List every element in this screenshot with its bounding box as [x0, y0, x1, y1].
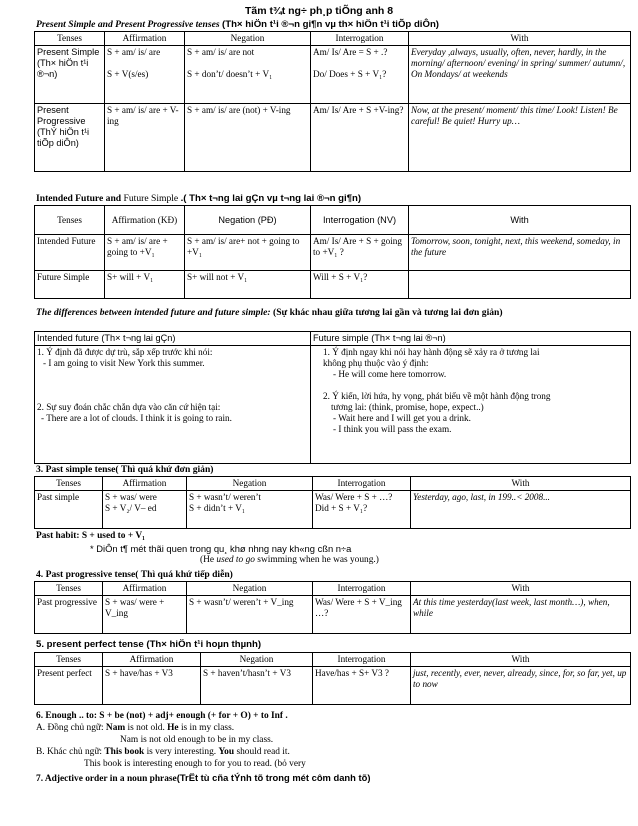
- header-tenses: Tenses: [35, 206, 105, 235]
- section-heading-en: The differences between intended future and future simple:: [36, 307, 271, 318]
- cell-negation: S+ will not + V₁: [185, 271, 311, 299]
- cell-interrogation: Will + S + V₁?: [311, 271, 409, 299]
- example-subject: Nam: [105, 723, 126, 733]
- header-with: With: [411, 477, 631, 491]
- enough-different-subject-example: [36, 747, 290, 758]
- section-heading-en: Present Simple and Present Progressive tenses: [36, 19, 220, 30]
- table-header-row: [35, 653, 631, 667]
- cell-with: just, recently, ever, never, already, since, for, so far, yet, up to now: [411, 667, 631, 705]
- example-label: B. Khác chủ ngữ:: [36, 747, 105, 757]
- section-heading-vn: (Th× hiÖn t¹i ®¬n gi¶n vµ th× hiÖn t¹i tiÕp diÔn): [222, 19, 439, 30]
- enough-different-subject-combined: This book is interesting enough to for you to read. (bỏ very: [84, 759, 306, 769]
- example-highlight: used to go: [216, 555, 255, 565]
- cell-interrogation: Have/has + S+ V3 ?: [313, 667, 411, 705]
- cell-with: [409, 271, 631, 299]
- section-future-heading: [36, 193, 361, 204]
- note-line: 2. Sự suy đoán chắc chắn dựa vào căn cứ hiện tại:: [37, 402, 221, 412]
- table-row: [35, 271, 631, 299]
- header-tenses: Tenses: [35, 32, 105, 46]
- header-affirmation: Affirmation: [103, 582, 187, 596]
- cell-negation: S + haven’t/hasn’t + V3: [201, 667, 313, 705]
- section-heading-plain: Future Simple: [123, 193, 179, 204]
- cell-affirmation: S + am/ is/ are + going to +V₁: [105, 235, 185, 271]
- header-affirmation: Affirmation: [105, 32, 185, 46]
- cell-interrogation: Am/ Is/ Are = S + .? Do/ Does + S + V₁?: [311, 46, 409, 104]
- note-line: 1. Ý định ngay khi nói hay hành động sẽ xảy ra ở tương lai: [323, 347, 540, 357]
- future-tenses-table: [34, 205, 631, 299]
- example-text: (He: [200, 555, 217, 565]
- note-line: tương lai: (think, promise, hope, expect..): [331, 402, 484, 412]
- table-row: [35, 346, 631, 464]
- example-subject: This book: [104, 747, 145, 757]
- header-interrogation: Interrogation: [313, 582, 411, 596]
- section-heading-en: 7. Adjective order in a noun phrase: [36, 774, 177, 784]
- past-habit-example: [200, 555, 379, 566]
- example-text: swimming when he was young.): [254, 555, 379, 565]
- header-tenses: Tenses: [35, 582, 103, 596]
- cell-with: Everyday ,always, usually, often, never, hardly, in the morning/ afternoon/ evening/ in spring/ summer/ autumn/, On Mondays/ at weekends: [409, 46, 631, 104]
- header-with: With: [411, 653, 631, 667]
- differences-table: [34, 331, 631, 464]
- section-heading-vn: .( Th× t¬ng lai gÇn vµ t¬ng lai ®¬n gi¶n): [180, 193, 362, 204]
- example-text: is in my class.: [178, 723, 235, 733]
- note-line: - I am going to visit New York this summer.: [43, 358, 205, 368]
- cell-interrogation: Am/ Is/ Are + S +V-ing?: [311, 104, 409, 172]
- header-affirmation: Affirmation: [103, 653, 201, 667]
- cell-tense: Present Progressive (ThÝ hiÖn t¹i tiÕp diÔn): [35, 104, 105, 172]
- example-subject: You: [218, 747, 235, 757]
- cell-affirmation: S + have/has + V3: [103, 667, 201, 705]
- cell-negation: S + am/ is/ are+ not + going to +V₁: [185, 235, 311, 271]
- past-simple-table: [34, 476, 631, 529]
- cell-affirmation: S + was/ were S + V₂/ V– ed: [103, 491, 187, 529]
- page-title: Tãm t¾t ng÷ ph¸p tiÕng anh 8: [244, 5, 394, 17]
- header-interrogation: Interrogation: [313, 477, 411, 491]
- header-tenses: Tenses: [35, 477, 103, 491]
- enough-same-subject-example: [36, 723, 234, 734]
- table-row: [35, 46, 631, 104]
- table-row: [35, 667, 631, 705]
- table-row: [35, 235, 631, 271]
- cell-affirmation: S + was/ were + V_ing: [103, 596, 187, 634]
- table-header-row: [35, 32, 631, 46]
- header-tenses: Tenses: [35, 653, 103, 667]
- header-negation: Negation: [187, 477, 313, 491]
- header-interrogation: Interrogation (NV): [311, 206, 409, 235]
- section-differences-heading: [36, 307, 634, 318]
- cell-with: Yesterday, ago, last, in 199..< 2008...: [411, 491, 631, 529]
- cell-negation: S + wasn’t/ weren’t S + didn’t + V₁: [187, 491, 313, 529]
- note-line: - I think you will pass the exam.: [333, 424, 452, 434]
- cell-tense: Future Simple: [35, 271, 105, 299]
- header-negation: Negation: [187, 582, 313, 596]
- present-perfect-table: [34, 652, 631, 705]
- cell-affirmation: S + am/ is/ are S + V(s/es): [105, 46, 185, 104]
- past-habit-note: * DiÔn t¶ mét thãi quen trong qu¸ khø nhng nay kh«ng cßn n÷a: [90, 543, 352, 554]
- note-line: 2. Ý kiến, lời hứa, hy vọng, phát biểu về một hành động trong: [323, 391, 551, 401]
- note-line: không phụ thuộc vào ý định:: [323, 358, 429, 368]
- example-subject: He: [167, 723, 179, 733]
- cell-interrogation: Am/ Is/ Are + S + going to +V₁ ?: [311, 235, 409, 271]
- header-affirmation: Affirmation (KĐ): [105, 206, 185, 235]
- cell-future-simple-notes: [311, 346, 631, 464]
- cell-affirmation: S+ will + V₁: [105, 271, 185, 299]
- header-intended-future: Intended future (Th× t¬ng lai gÇn): [35, 332, 311, 346]
- note-line: - Wait here and I will get you a drink.: [333, 413, 471, 423]
- example-text: is not old.: [125, 723, 168, 733]
- table-header-row: [35, 477, 631, 491]
- example-label: A. Đồng chủ ngữ:: [36, 723, 106, 733]
- header-negation: Negation (PĐ): [185, 206, 311, 235]
- note-line: 1. Ý định đã được dự trù, sắp xếp trước khi nói:: [37, 347, 213, 357]
- table-row: [35, 491, 631, 529]
- table-header-row: [35, 582, 631, 596]
- header-negation: Negation: [185, 32, 311, 46]
- cell-negation: S + wasn’t/ weren’t + V_ing: [187, 596, 313, 634]
- past-habit-rule: Past habit: S + used to + V₁: [36, 531, 145, 541]
- note-line: - There are a lot of clouds. I think it is going to rain.: [41, 413, 232, 423]
- cell-interrogation: Was/ Were + S + …? Did + S + V₁?: [313, 491, 411, 529]
- enough-same-subject-combined: Nam is not old enough to be in my class.: [120, 735, 274, 745]
- header-affirmation: Affirmation: [103, 477, 187, 491]
- header-with: With: [409, 32, 631, 46]
- example-text: should read it.: [234, 747, 290, 757]
- table-row: [35, 596, 631, 634]
- header-interrogation: Interrogation: [311, 32, 409, 46]
- section-heading-vn: (Sự khác nhau giữa tương lai gần và tương lai đơn giản): [273, 307, 503, 318]
- cell-intended-future-notes: [35, 346, 311, 464]
- header-future-simple: Future simple (Th× t¬ng lai ®¬n): [311, 332, 631, 346]
- section-present-tenses-heading: [36, 19, 439, 30]
- cell-tense: Past progressive: [35, 596, 103, 634]
- header-with: With: [409, 206, 631, 235]
- cell-interrogation: Was/ Were + S + V_ing …?: [313, 596, 411, 634]
- cell-tense: Past simple: [35, 491, 103, 529]
- section-past-progressive-heading: 4. Past progressive tense( Thì quá khứ tiếp diễn): [36, 569, 233, 580]
- cell-tense: Present Simple (Th× hiÖn t¹i ®¬n): [35, 46, 105, 104]
- section-past-simple-heading: 3. Past simple tense( Thì quá khứ đơn giản): [36, 464, 214, 475]
- section-heading-vn: (TrËt tù cña tÝnh tõ trong mét côm danh tõ): [176, 772, 371, 783]
- cell-negation: S + am/ is/ are not S + don’t/ doesn’t + V₁: [185, 46, 311, 104]
- enough-to-rule: 6. Enough .. to: S + be (not) + adj+ enough (+ for + O) + to Inf .: [36, 711, 288, 721]
- section-heading-en: Intended Future and: [36, 193, 122, 204]
- table-row: [35, 104, 631, 172]
- table-header-row: [35, 332, 631, 346]
- cell-tense: Intended Future: [35, 235, 105, 271]
- cell-affirmation: S + am/ is/ are + V-ing: [105, 104, 185, 172]
- table-header-row: [35, 206, 631, 235]
- header-interrogation: Interrogation: [313, 653, 411, 667]
- cell-with: Now, at the present/ moment/ this time/ Look! Listen! Be careful! Be quiet! Hurry up…: [409, 104, 631, 172]
- cell-negation: S + am/ is/ are (not) + V-ing: [185, 104, 311, 172]
- cell-tense: Present perfect: [35, 667, 103, 705]
- past-progressive-table: [34, 581, 631, 634]
- header-with: With: [411, 582, 631, 596]
- header-negation: Negation: [201, 653, 313, 667]
- note-line: - He will come here tomorrow.: [333, 369, 447, 379]
- cell-with: At this time yesterday(last week, last month…), when, while: [411, 596, 631, 634]
- cell-with: Tomorrow, soon, tonight, next, this weekend, someday, in the future: [409, 235, 631, 271]
- adjective-order-heading: [36, 772, 370, 785]
- example-text: is very interesting.: [144, 747, 219, 757]
- present-tenses-table: [34, 31, 631, 172]
- section-present-perfect-heading: 5. present perfect tense (Th× hiÖn t¹i hoµn thµnh): [36, 639, 262, 650]
